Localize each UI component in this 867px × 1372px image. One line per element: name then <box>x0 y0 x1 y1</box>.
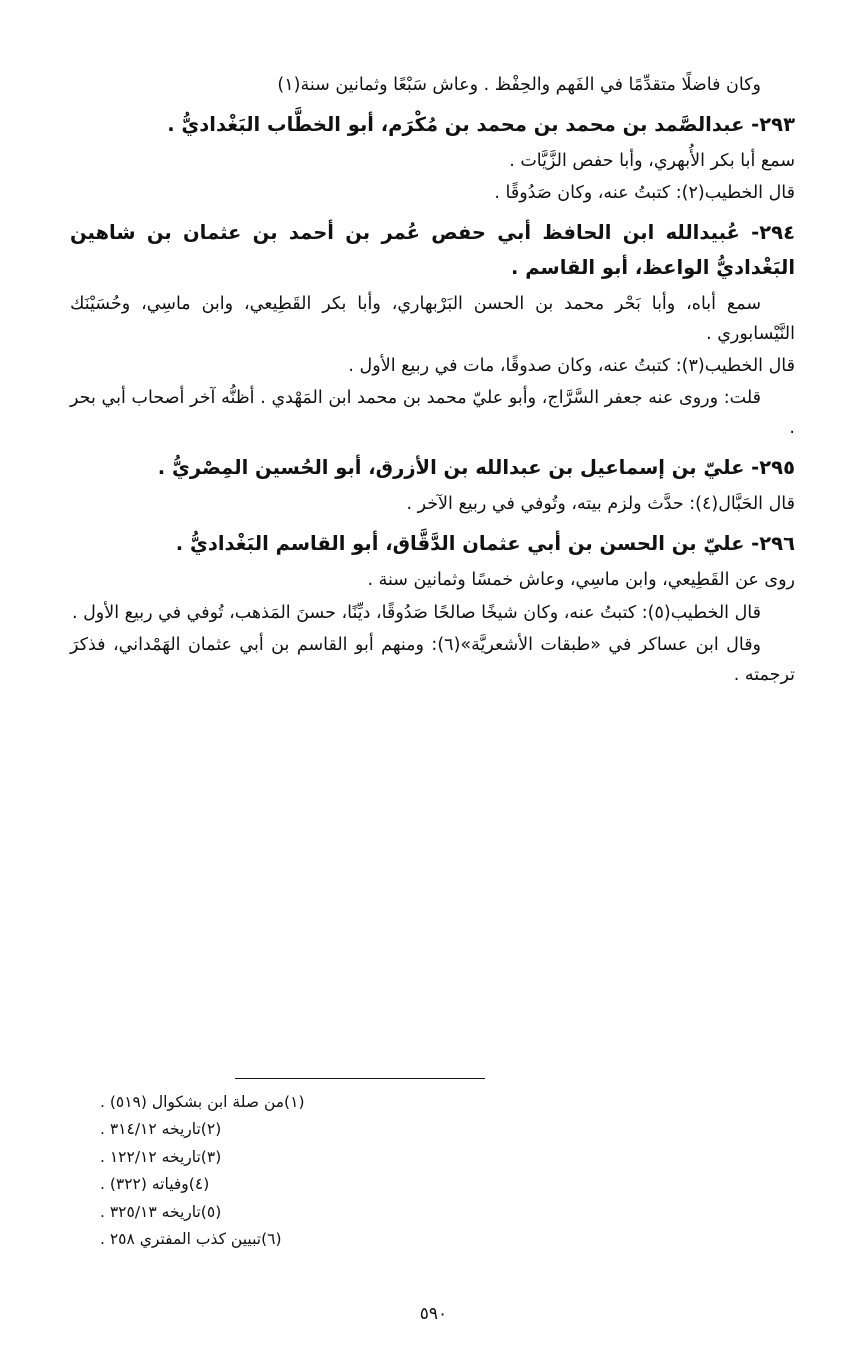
biography-entry-296: ٢٩٦- عليّ بن الحسن بن أبي عثمان الدَّقَّاق، أبو القاسم البَغْداديُّ . <box>175 532 795 556</box>
body-paragraph: وقال ابن عساكر في «طبقات الأشعريَّة»(٦): ومنهم أبو القاسم بن أبي عثمان الهَمْداني، فذكرَ ترجمته . <box>70 634 795 685</box>
footnote-item <box>70 1171 795 1199</box>
footnote-text: تاريخه ٣١٤/١٢ . <box>100 1120 201 1139</box>
biography-entry-294: ٢٩٤- عُبيدالله ابن الحافظ أبي حفص عُمر بن أحمد بن عثمان بن شاهين البَغْداديُّ الواعظ، أبو القاسم . <box>70 221 795 279</box>
footnote-number: (٤) <box>188 1175 210 1194</box>
footnote-text: من صلة ابن بشكوال (٥١٩) . <box>100 1092 285 1111</box>
page-body <box>70 70 795 692</box>
body-paragraph: سمع أباه، وأبا بَحْر محمد بن الحسن البَرْبهاري، وأبا بكر القَطِيعي، وابن ماسِي، وحُسَيْنَك النَّيْسابوري . <box>70 293 795 344</box>
body-paragraph: قلت: وروى عنه جعفر السَّرَّاج، وأبو عليّ محمد بن محمد ابن المَهْدي . أظنُّه آخر أصحاب أبي بحر . <box>70 387 795 439</box>
footnote-number: (١) <box>284 1092 305 1111</box>
body-paragraph: قال الخطيب(٣): كتبتُ عنه، وكان صدوقًا، مات في ربيع الأول . <box>348 355 795 376</box>
body-paragraph: روى عن القَطِيعي، وابن ماسِي، وعاش خمسًا وثمانين سنة . <box>367 570 795 591</box>
footnote-item <box>70 1144 795 1172</box>
footnote-text: وفياته (٣٢٢) . <box>100 1175 189 1194</box>
footnote-item <box>70 1089 795 1117</box>
footnote-number: (٥) <box>200 1202 222 1221</box>
body-paragraph: قال الخطيب(٥): كتبتُ عنه، وكان شيخًا صالحًا صَدُوقًا، ديِّنًا، حسنَ المَذهب، تُوفي في ربيع الأول . <box>71 602 761 623</box>
footnote-number: (٦) <box>261 1230 282 1249</box>
page-number: ٥٩٠ <box>419 1304 448 1324</box>
footnotes-section <box>70 1078 795 1254</box>
body-paragraph: قال الخطيب(٢): كتبتُ عنه، وكان صَدُوقًا . <box>494 183 795 204</box>
biography-entry-295: ٢٩٥- عليّ بن إسماعيل بن عبدالله بن الأزرق، أبو الحُسين المِصْريُّ . <box>157 456 795 480</box>
footnote-item <box>70 1226 795 1254</box>
footnote-item <box>70 1199 795 1227</box>
footnote-item <box>70 1116 795 1144</box>
footnote-number: (٣) <box>200 1147 222 1166</box>
body-paragraph: سمع أبا بكر الأُبهري، وأبا حفص الزَّيَّات . <box>509 151 795 172</box>
footnote-text: تبيين كذب المفتري ٢٥٨ . <box>100 1230 262 1249</box>
footnote-separator-rule <box>235 1078 485 1079</box>
footnote-text: تاريخه ١٢٢/١٢ . <box>100 1147 201 1166</box>
body-paragraph: قال الحَبَّال(٤): حدَّث ولزم بيته، وتُوفي في ربيع الآخر . <box>406 494 795 515</box>
footnote-number: (٢) <box>200 1120 222 1139</box>
body-paragraph: وكان فاضلًا متقدِّمًا في الفَهم والحِفْظ . وعاش سَبْعًا وثمانين سنة(١) <box>277 75 761 95</box>
footnote-text: تاريخه ٣٢٥/١٣ . <box>100 1202 201 1221</box>
biography-entry-293: ٢٩٣- عبدالصَّمد بن محمد بن محمد بن مُكْرَم، أبو الخطَّاب البَغْداديُّ . <box>167 113 795 137</box>
